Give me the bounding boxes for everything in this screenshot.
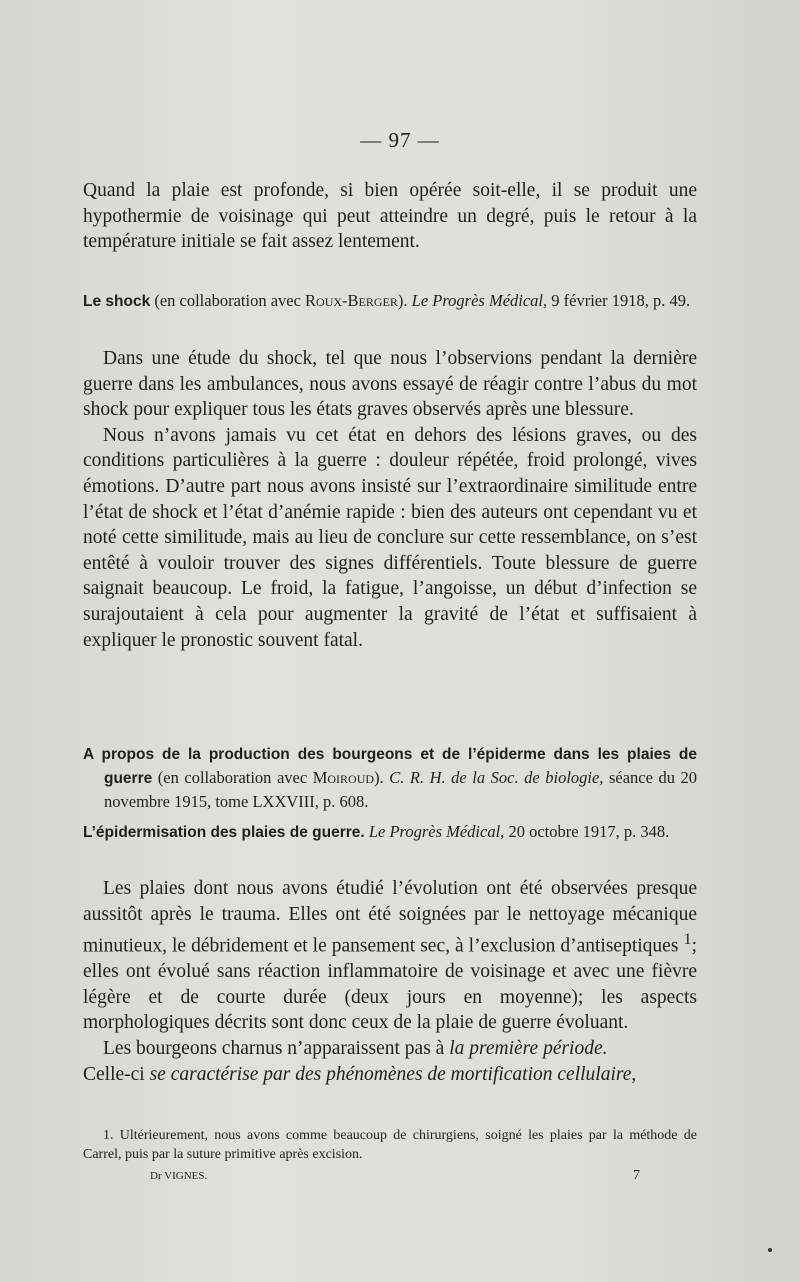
page-number: — 97 — xyxy=(360,128,440,152)
reference-journal: Le Progrès Médical, xyxy=(368,822,505,841)
reference-journal: C. R. H. de la Soc. de biologie, xyxy=(389,768,604,787)
reference-journal: Le Progrès Médical, xyxy=(411,291,548,310)
paragraph-intro xyxy=(83,178,697,255)
paragraph-wounds: Les plaies dont nous avons étudié l’évolution ont été observées presque aussitôt après le trauma. Elles ont été soignées par le nettoyage mécanique minutieux, le débridement et le pansement sec, à l’exclusion d’antiseptiques $^1$; elles ont évolué sans réaction inflammatoire de voisinage et avec une fièvre légère et de courte durée (deux jours en moyenne); les aspects morphologiques décrits sont donc ceux de la plaie de guerre évoluant. Les bourgeons charnus n’apparaissent pas à la première période. Celle-ci se caractérise par des phénomènes de mortification cellulaire, xyxy=(83,878,697,1085)
reference-title: A propos de la production des bourgeons et de l’épiderme dans les plaies de guerre xyxy=(83,746,697,787)
reference-author: Moiroud xyxy=(312,768,375,787)
footnote-mark: 1 xyxy=(683,930,692,949)
paragraph-text: Quand la plaie est profonde, si bien opérée soit-elle, il se produit une hypothermie de voisinage qui peut atteindre un degré, puis le retour à la température initiale se fait assez lentement. xyxy=(83,180,697,253)
footnote xyxy=(83,1126,697,1164)
paragraph-text: Dans une étude du shock, tel que nous l’observions pendant la dernière guerre dans les ambulances, nous avons essayé de réagir contre l’abus du mot shock pour expliquer tous les états graves observés après une blessure. xyxy=(83,348,697,421)
reference-author: Roux-Berger xyxy=(305,291,398,310)
footnote-text: 1. Ultérieurement, nous avons comme beaucoup de chirurgiens, soigné les plaies par la méthode de Carrel, puis par la suture primitive après excision. xyxy=(83,1128,697,1162)
reference-shock: Le shock (en collaboration avec Roux-Berger). Le Progrès Médical, 9 février 1918, p. 49. xyxy=(83,291,691,310)
reference-title: Le shock xyxy=(83,293,151,310)
paragraph-shock-study xyxy=(83,346,697,653)
reference-bourgeons: A propos de la production des bourgeons et de l’épiderme dans les plaies de guerre (en collaboration avec Moiroud). C. R. H. de la Soc. de biologie, séance du 20 novembre 1915, tome LXXVIII, p. 608. xyxy=(83,746,697,811)
signature-line xyxy=(150,1170,640,1182)
paper-speck xyxy=(768,1248,772,1252)
author-signature: Dr VIGNES. xyxy=(150,1170,208,1182)
paragraph-text: Les plaies dont nous avons étudié l’évolution ont été observées presque aussitôt après le trauma. Elles ont été soignées par le nettoyage mécanique minutieux, le débridement et le pansement sec, à l’exclusion d’antiseptiques xyxy=(83,878,697,957)
sheet-number: 7 xyxy=(633,1168,640,1183)
reference-epidermisation: L’épidermisation des plaies de guerre. Le Progrès Médical, 20 octobre 1917, p. 348. xyxy=(83,822,670,841)
reference-title: L’épidermisation des plaies de guerre. xyxy=(83,824,365,841)
paragraph-text: Nous n’avons jamais vu cet état en dehors des lésions graves, ou des conditions particulières à la guerre : douleur répétée, froid prolongé, vives émotions. D’autre part nous avons insisté sur l’extraordinaire similitude entre l’état de shock et l’état d’anémie rapide : bien des auteurs ont cependant vu et noté cette similitude, mais au lieu de conclure sur cette ressemblance, on s’est entêté à vouloir trouver des signes différentiels. Toute blessure de guerre saignait beaucoup. Le froid, la fatigue, l’angoisse, un début d’infection se surajoutaient à cela pour augmenter la gravité de l’état et suffisaient à expliquer le pronostic souvent fatal. xyxy=(83,424,697,651)
